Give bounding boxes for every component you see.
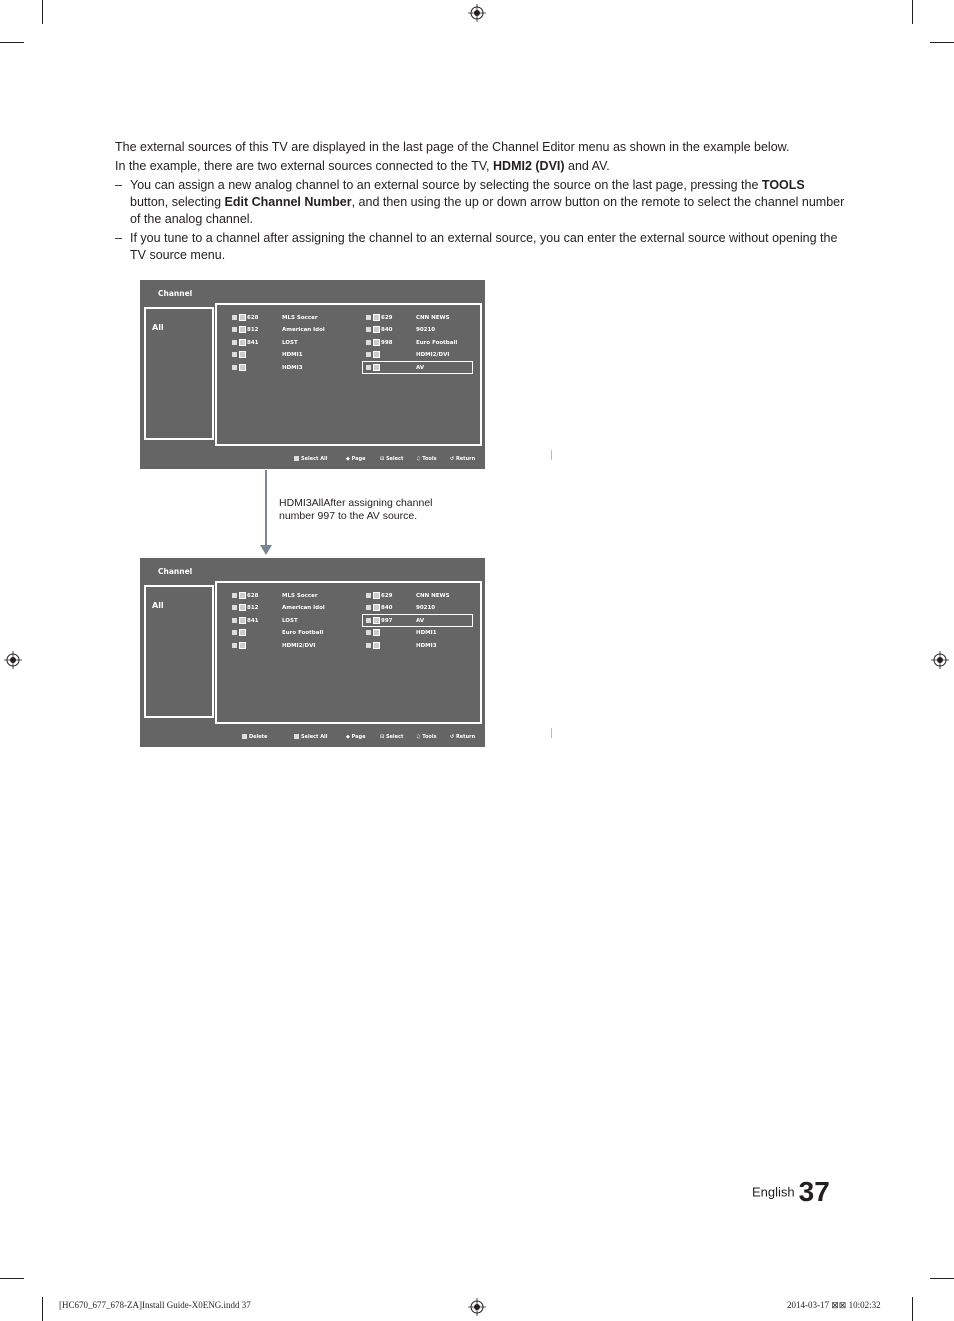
channel-list [215,303,482,446]
bullet-text: You can assign a new analog channel to an external source by selecting the source on the last page, pressing the [130,178,762,192]
button-icon [294,734,299,739]
footer-delete [242,734,267,740]
hdmi2-term: HDMI2 (DVI) [493,159,565,173]
caption: HDMI3AllAfter assigning channel number 997 to the AV source. [279,497,433,522]
footer-label: Return [455,456,476,462]
arrow-down-icon [260,545,272,555]
channel-number: 998 [381,340,393,346]
bullet-text: If you tune to a channel after assigning the channel to an external source, you can enter the external source without opening the TV source menu. [130,231,838,262]
channel-icon [366,630,371,635]
channel-icon [239,339,246,346]
channel-row [232,603,325,613]
footer-label: Return [455,734,476,740]
category-all: All [152,323,164,332]
footer-select-all [294,734,328,740]
scrollbar [551,728,552,738]
channel-icon [239,604,246,611]
page-language: English [752,1184,795,1200]
channel-row [366,338,458,348]
channel-name: HDMI3 [282,365,303,371]
channel-icon [239,326,246,333]
category-panel [144,585,214,718]
selection-highlight [362,614,473,627]
channel-name: LOST [282,340,298,346]
crop-mark [0,1278,24,1279]
footer-select: ⊡ Select [380,734,404,740]
category-all: All [152,601,164,610]
channel-number: 629 [381,593,393,599]
channel-number: 628 [247,315,259,321]
channel-row [232,313,318,323]
channel-name: 90210 [416,327,436,333]
crop-mark [42,1297,43,1321]
channel-row [366,603,436,613]
channel-icon [366,605,371,610]
channel-icon [373,326,380,333]
footer-label: Delete [249,734,268,740]
channel-icon [373,339,380,346]
channel-number: 841 [247,618,259,624]
channel-name: American Idol [282,605,325,611]
channel-name: Euro Football [282,630,324,636]
channel-icon [239,592,246,599]
channel-row [232,628,324,638]
channel-icon [232,605,237,610]
bullet-text: button, selecting [130,195,225,209]
channel-name: HDMI1 [416,630,437,636]
channel-name: HDMI3 [416,643,437,649]
channel-icon [366,340,371,345]
channel-icon [239,629,246,636]
channel-icon [232,340,237,345]
channel-name: HDMI1 [282,352,303,358]
channel-icon [232,315,237,320]
selection-highlight [362,361,473,374]
channel-icon [373,314,380,321]
channel-icon [373,351,380,358]
channel-name: LOST [282,618,298,624]
channel-icon [239,617,246,624]
channel-row [232,591,318,601]
channel-icon [366,315,371,320]
crop-mark [912,1297,913,1321]
channel-row [232,616,298,626]
crop-mark [0,42,24,43]
footer-label: Tools [422,456,437,462]
footer-label: Page [351,734,366,740]
dash-marker: – [115,231,122,245]
channel-icon [366,593,371,598]
channel-number: 841 [247,340,259,346]
registration-mark-icon [4,651,22,669]
footer-return: ↺ Return [450,456,476,462]
arrow-line [265,470,267,550]
channel-icon [232,327,237,332]
channel-name: MLS Soccer [282,315,318,321]
dash-marker: – [115,178,122,192]
footer-tools: ♫ Tools [416,456,437,462]
channel-icon [373,592,380,599]
footer-select-all [294,456,328,462]
registration-mark-icon [468,4,486,22]
tools-term: TOOLS [761,178,805,192]
channel-name: HDMI2/DVI [416,352,450,358]
footer-label: Tools [422,734,437,740]
channel-row [366,350,450,360]
channel-icon [239,351,246,358]
channel-row [232,325,325,335]
channel-row [366,641,437,651]
scrollbar [551,450,552,460]
footer-label: Select All [301,734,328,740]
channel-name: 90210 [416,605,436,611]
channel-name: Euro Football [416,340,458,346]
channel-number: 840 [381,605,393,611]
page-number-block [752,1176,830,1208]
button-icon [242,734,247,739]
file-slug: [HC670_677_678-ZA]Install Guide-X0ENG.indd 37 [59,1300,251,1310]
footer-label: Select [385,456,404,462]
channel-icon [239,314,246,321]
channel-row [232,641,316,651]
footer-label: Page [351,456,366,462]
channel-row [366,591,450,601]
footer-page: ◆ Page [346,456,366,462]
channel-name: CNN NEWS [416,593,450,599]
channel-icon [373,629,380,636]
screen-title: Channel [158,567,193,576]
crop-mark [930,42,954,43]
channel-number: 997 [381,618,393,624]
button-icon [294,456,299,461]
channel-row [232,363,303,373]
date-slug: 2014-03-17 ⊠⊠ 10:02:32 [787,1300,881,1310]
channel-icon [373,604,380,611]
channel-number: 812 [247,605,259,611]
channel-name: CNN NEWS [416,315,450,321]
channel-list [215,581,482,724]
edit-channel-number-term: Edit Channel Number [224,195,352,209]
channel-row [366,628,437,638]
channel-icon [232,352,237,357]
channel-row [366,325,436,335]
footer-label: Select [385,734,404,740]
channel-icon [366,327,371,332]
channel-editor-screen-after [140,558,485,747]
channel-name: MLS Soccer [282,593,318,599]
channel-editor-screen-before [140,280,485,469]
channel-icon [239,642,246,649]
channel-number: 628 [247,593,259,599]
category-panel [144,307,214,440]
registration-mark-icon [468,1298,486,1316]
footer-page: ◆ Page [346,734,366,740]
crop-mark [42,0,43,24]
channel-number: 629 [381,315,393,321]
page-number: 37 [798,1176,830,1207]
footer-label: Select All [301,456,328,462]
crop-mark [930,1278,954,1279]
footer-select: ⊡ Select [380,456,404,462]
channel-icon [366,352,371,357]
channel-name: American Idol [282,327,325,333]
channel-icon [239,364,246,371]
bullet-item [115,177,845,228]
channel-icon [232,618,237,623]
bullet-item [115,230,845,264]
intro-paragraph [115,158,845,175]
channel-number: 812 [247,327,259,333]
intro-text [115,139,845,264]
screen-title: Channel [158,289,193,298]
channel-icon [366,643,371,648]
intro-line: and AV. [564,159,610,173]
channel-row [232,350,303,360]
channel-row [366,313,450,323]
channel-name: AV [416,618,425,624]
channel-icon [232,630,237,635]
channel-icon [232,593,237,598]
channel-icon [373,642,380,649]
intro-line: The external sources of this TV are displayed in the last page of the Channel Editor menu as shown in the example below. [115,140,790,154]
intro-paragraph [115,139,845,156]
channel-icon [232,643,237,648]
channel-name: AV [416,365,425,371]
crop-mark [912,0,913,24]
registration-mark-icon [931,651,949,669]
bullet-text: , and then using the up or down arrow button on the remote to select the channel number of the analog channel. [130,195,845,226]
channel-icon [232,365,237,370]
intro-line: In the example, there are two external sources connected to the TV, [115,159,494,173]
channel-name: HDMI2/DVI [282,643,316,649]
channel-row [232,338,298,348]
channel-number: 840 [381,327,393,333]
footer-tools: ♫ Tools [416,734,437,740]
footer-return: ↺ Return [450,734,476,740]
